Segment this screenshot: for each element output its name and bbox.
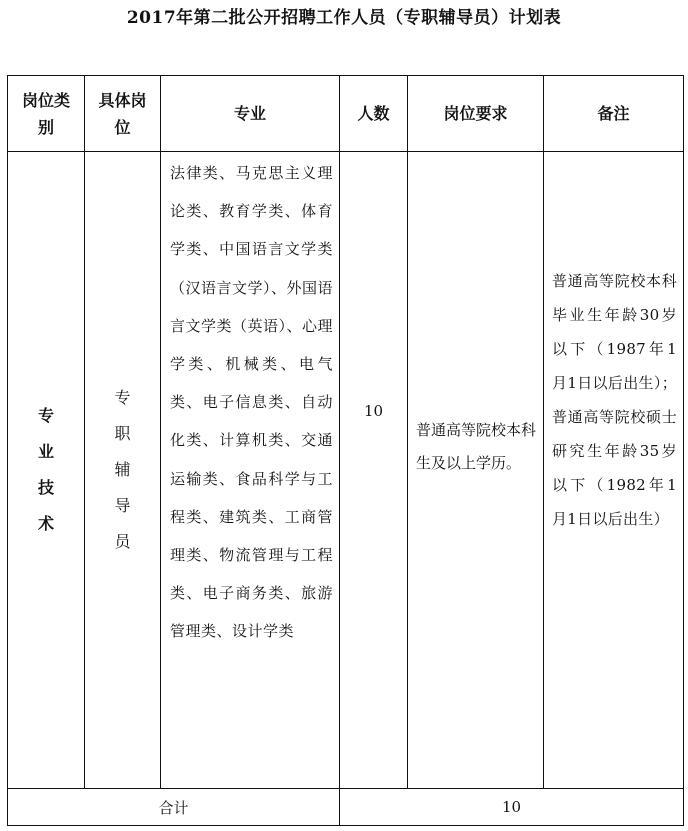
total-value: 10 [340,789,684,826]
table-header-row [8,76,684,152]
cell-position: 专 职 辅 导 员 [85,152,161,789]
cell-majors: 法律类、马克思主义理论类、教育学类、体育学类、中国语言文学类（汉语言文学）、外国语言文学类（英语）、心理学类、机械类、电气类、电子信息类、自动化类、计算机类、交通运输类、食品科学与工程类、建筑类、工商管理类、物流管理与工程类、电子商务类、旅游管理类、设计学类 [161,152,340,789]
header-position: 具体岗 位 [85,76,161,152]
header-requirement: 岗位要求 [408,76,544,152]
header-remark: 备注 [544,76,684,152]
header-category: 岗位类 别 [8,76,85,152]
total-row [8,789,684,826]
total-label: 合计 [8,789,340,826]
page-title: 2017年第二批公开招聘工作人员（专职辅导员）计划表 [126,8,562,28]
header-major: 专业 [161,76,340,152]
cell-remark: 普通高等院校本科毕业生年龄30岁以下（1987年1月1日以后出生）；普通高等院校硕士研究生年龄35岁以下（1982年1月1日以后出生） [544,152,684,789]
header-count: 人数 [340,76,408,152]
table-row [8,152,684,789]
recruitment-plan-table [7,75,684,826]
cell-count: 10 [340,152,408,789]
cell-category: 专 业 技 术 [8,152,85,789]
cell-requirement: 普通高等院校本科生及以上学历。 [408,152,544,789]
